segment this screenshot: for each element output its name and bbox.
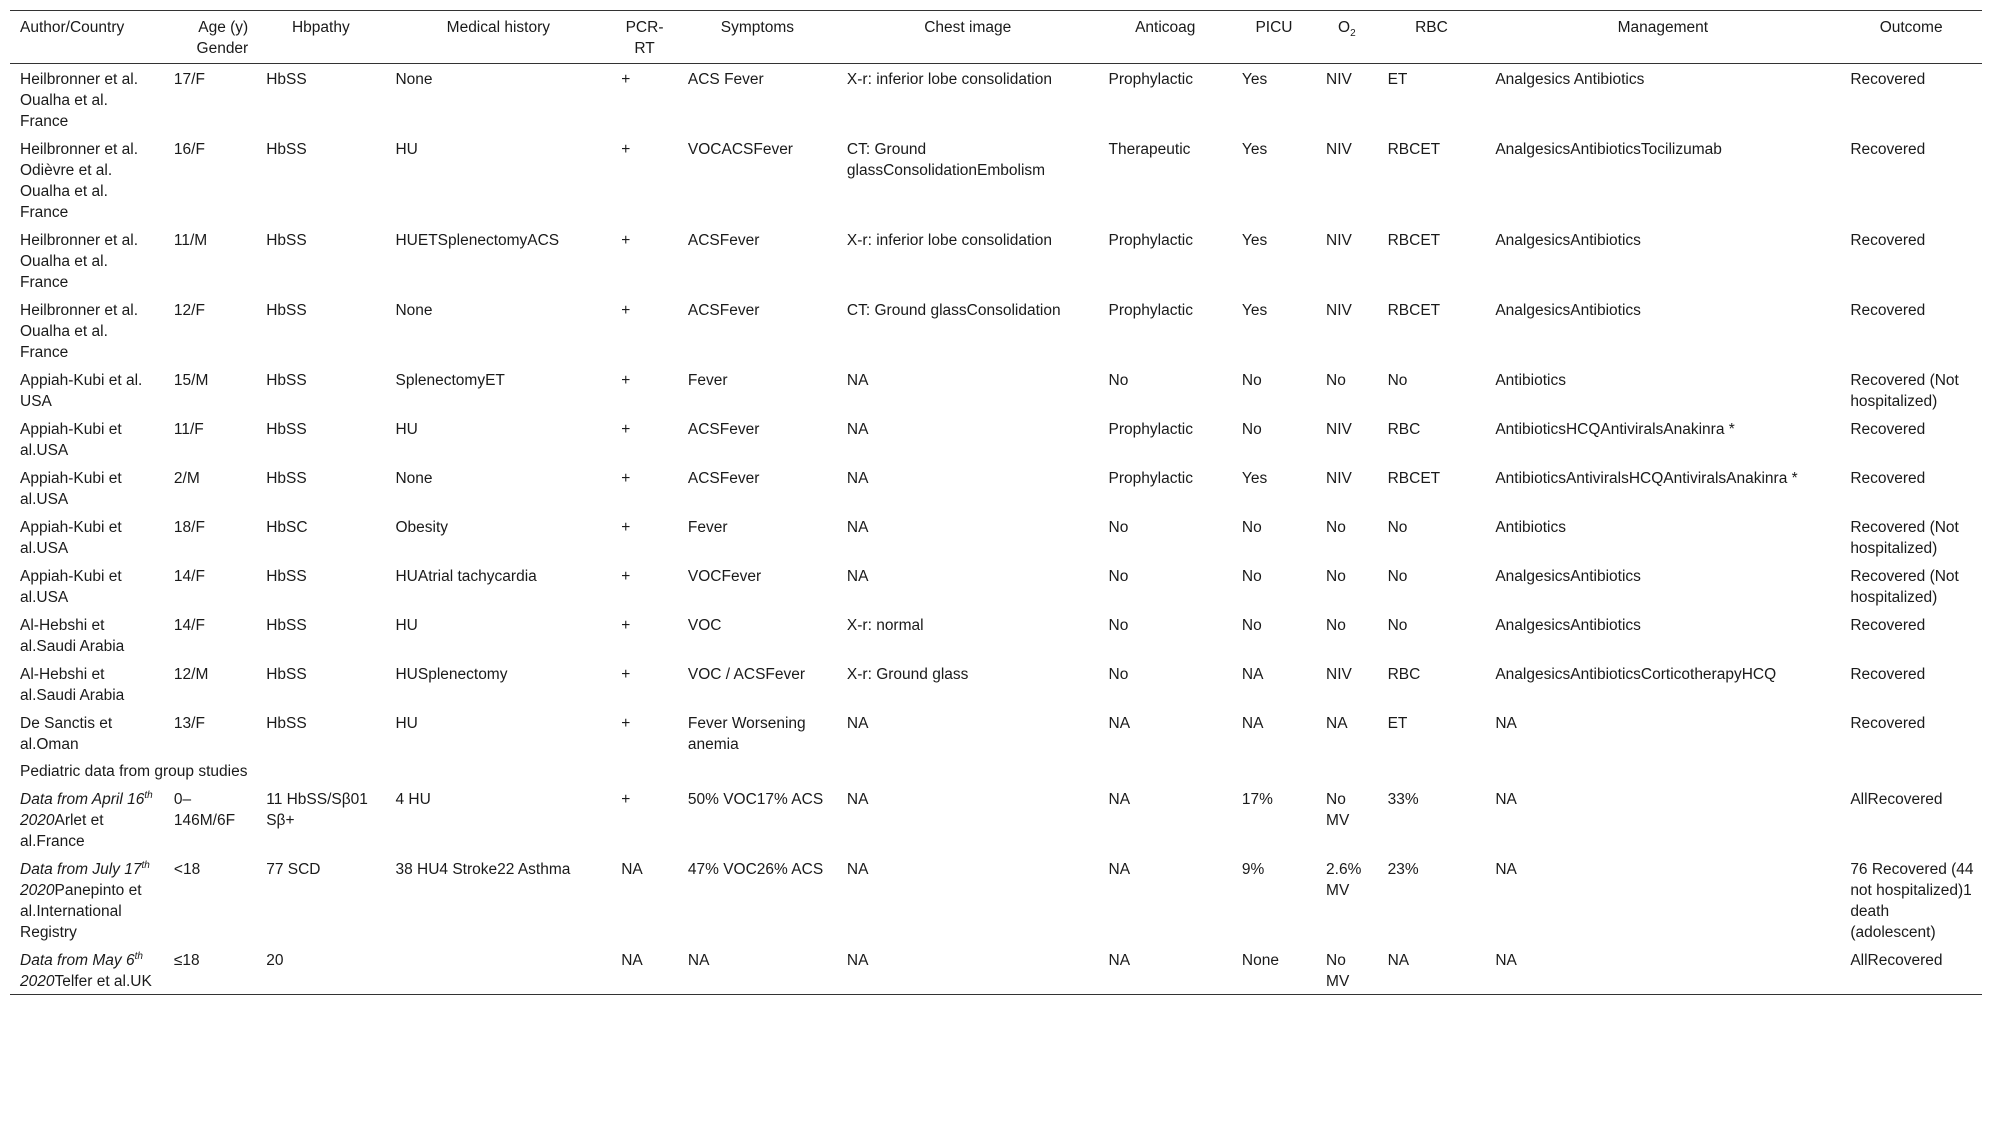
cell-picu: Yes [1241,71,1268,88]
cell-pcr: NA [621,861,643,878]
cell-management: NA [1485,945,1840,995]
cell-anticoag: Therapeutic [1108,141,1191,158]
cell-hbpathy: HbSC [266,519,308,536]
table-row [10,64,1982,135]
cell-hbpathy: 20 [256,945,385,995]
cell-symptoms: NA [678,945,837,995]
cell-picu: Yes [1241,232,1268,249]
cell-pcr: + [621,715,631,732]
cell-outcome: Recovered [1850,666,1926,683]
cell-symptoms: 50% VOC17% ACS [687,791,824,808]
cell-management: NA [1495,715,1517,732]
col-anticoag-header: Anticoag [1099,11,1232,64]
date-suffix: th [134,950,143,962]
cell-o2: No MV [1316,945,1378,995]
cell-symptoms: ACSFever [687,232,760,249]
cell-outcome: Recovered [1850,71,1926,88]
cell-outcome: Recovered [1850,715,1926,732]
cell-management: Analgesics Antibiotics [1495,71,1645,88]
col-picu-header: PICU [1232,11,1316,64]
cell-symptoms: VOC [687,617,722,634]
cell-management: AnalgesicsAntibiotics [1495,232,1641,249]
col-management-header: Management [1485,11,1840,64]
cell-chest: NA [846,715,869,732]
cell-rbc: RBCET [1387,470,1441,487]
date-text: Data from April 16 [20,791,145,808]
cell-hbpathy: HbSS [266,372,307,389]
date-year: 2020 [20,812,55,829]
cell-age: 11/M [173,232,208,249]
table-row [10,463,1982,512]
cell-pcr: + [621,232,631,249]
cell-symptoms: ACSFever [687,470,760,487]
col-chest-header: Chest image [837,11,1099,64]
cell-anticoag: NA [1108,791,1131,808]
cell-author: Heilbronner et al. Oualha et al. France [20,71,139,130]
cell-outcome: Recovered [1850,232,1926,249]
cell-chest: NA [837,945,1099,995]
cell-hbpathy: HbSS [266,421,307,438]
cell-chest: NA [846,372,869,389]
cell-pcr: + [621,71,631,88]
cell-anticoag: NA [1099,945,1232,995]
cell-history: HUSplenectomy [395,666,508,683]
cell-anticoag: No [1108,568,1129,585]
cell-age: <18 [173,861,201,878]
table-row [10,512,1982,561]
cell-o2: NIV [1326,421,1352,438]
cell-picu: NA [1241,715,1264,732]
cell-symptoms: 47% VOC26% ACS [687,861,824,878]
cell-age: 16/F [173,141,205,158]
cell-author: Heilbronner et al. Oualha et al. France [20,232,139,291]
date-text: Data from July 17 [20,861,142,878]
cell-age: 14/F [173,568,205,585]
cell-chest: NA [846,791,869,808]
cell-anticoag: Prophylactic [1108,421,1193,438]
cell-author: De Sanctis et al.Oman [20,715,113,753]
cell-outcome: AllRecovered [1850,791,1943,808]
cell-pcr: + [621,519,631,536]
cell-history: None [395,470,433,487]
col-hbpathy-header: Hbpathy [256,11,385,64]
author-text: Telfer et al.UK [54,973,152,990]
cell-anticoag: Prophylactic [1108,302,1193,319]
cell-hbpathy: HbSS [266,617,307,634]
cell-history: HU [395,715,418,732]
cell-rbc: 23% [1387,861,1419,878]
cell-management: AntibioticsAntiviralsHCQAntiviralsAnakinra * [1495,470,1798,487]
cell-history: HU [395,141,418,158]
cell-symptoms: ACSFever [687,421,760,438]
cell-o2: NIV [1326,141,1352,158]
cell-picu: 9% [1241,861,1265,878]
cell-picu: No [1241,421,1262,438]
cell-pcr: + [621,568,631,585]
cell-symptoms: Fever [687,372,728,389]
col-rbc-header: RBC [1378,11,1486,64]
cell-outcome: Recovered [1850,421,1926,438]
cell-o2: No [1326,372,1346,389]
cell-outcome: Recovered (Not hospitalized) [1850,519,1959,557]
author-text: Arlet et al.France [20,812,104,850]
cell-chest: X-r: inferior lobe consolidation [846,71,1052,88]
cell-chest: NA [846,568,869,585]
date-year: 2020 [20,973,55,990]
cell-anticoag: No [1108,617,1129,634]
cell-age: 14/F [173,617,205,634]
cell-picu: 17% [1241,791,1273,808]
cell-rbc: RBC [1387,421,1421,438]
cell-picu: Yes [1241,141,1268,158]
date-suffix: th [141,859,150,871]
cell-outcome: Recovered [1850,141,1926,158]
col-pcr-header: PCR-RT [611,11,678,64]
cell-age: 17/F [173,71,205,88]
cell-hbpathy: 11 HbSS/Sβ01 Sβ+ [266,791,368,829]
pediatric-covid-scd-table [10,10,1982,995]
cell-age: 12/F [173,302,205,319]
cell-outcome: Recovered [1850,302,1926,319]
cell-author: Heilbronner et al. Oualha et al. France [20,302,139,361]
cell-age: 15/M [173,372,209,389]
cell-o2: No [1326,617,1346,634]
cell-o2: NIV [1326,71,1352,88]
cell-pcr: NA [611,945,678,995]
cell-age: 13/F [173,715,205,732]
cell-rbc: RBC [1387,666,1421,683]
col-author-header: Author/Country [10,11,164,64]
cell-age: 12/M [173,666,209,683]
cell-symptoms: VOCFever [687,568,762,585]
cell-chest: CT: Ground glassConsolidation [846,302,1061,319]
cell-pcr: + [621,141,631,158]
table-row [10,708,1982,757]
cell-rbc: 33% [1387,791,1419,808]
cell-author: Appiah-Kubi et al.USA [20,568,122,606]
cell-rbc: RBCET [1387,302,1441,319]
cell-anticoag: No [1108,666,1129,683]
cell-history: SplenectomyET [395,372,505,389]
cell-o2: NIV [1326,232,1352,249]
cell-management: AnalgesicsAntibiotics [1495,568,1641,585]
table-row [10,561,1982,610]
cell-author: Appiah-Kubi et al.USA [20,470,122,508]
cell-history [385,945,611,995]
cell-chest: NA [846,421,869,438]
cell-age: 2/M [173,470,200,487]
col-outcome-header: Outcome [1840,11,1982,64]
cell-management: Antibiotics [1495,372,1566,389]
cell-pcr: + [621,470,631,487]
cell-hbpathy: HbSS [266,232,307,249]
cell-chest: NA [846,470,869,487]
cell-rbc: No [1387,372,1408,389]
cell-author [10,784,164,854]
cell-hbpathy: HbSS [266,302,307,319]
cell-o2: No MV [1326,791,1350,829]
cell-outcome: Recovered [1850,470,1926,487]
cell-anticoag: No [1108,372,1129,389]
cell-picu: None [1232,945,1316,995]
cell-management: AntibioticsHCQAntiviralsAnakinra * [1495,421,1735,438]
cell-history: HUETSplenectomyACS [395,232,560,249]
cell-hbpathy: HbSS [266,470,307,487]
cell-o2: 2.6% MV [1326,861,1362,899]
cell-age: ≤18 [164,945,256,995]
cell-o2: NA [1326,715,1348,732]
cell-history: HUAtrial tachycardia [395,568,537,585]
o2-label: O [1338,19,1351,36]
group-row [10,784,1982,854]
cell-pcr: + [621,421,631,438]
cell-rbc: RBCET [1387,141,1441,158]
col-history-header: Medical history [385,11,611,64]
o2-subscript: 2 [1350,28,1356,40]
cell-symptoms: VOC / ACSFever [687,666,806,683]
cell-anticoag: NA [1108,861,1131,878]
cell-history: HU [395,617,418,634]
col-age-header: Age (y) Gender [164,11,256,64]
cell-picu: Yes [1241,470,1268,487]
table-row [10,610,1982,659]
cell-age: 0–146M/6F [173,791,236,829]
cell-management: NA [1495,791,1517,808]
cell-author: Appiah-Kubi et al.USA [20,519,122,557]
group-row [10,854,1982,945]
cell-picu: No [1241,519,1262,536]
cell-o2: No [1326,568,1346,585]
table-container [10,10,1982,995]
cell-outcome: 76 Recovered (44 not hospitalized)1 death (adolescent) [1850,861,1974,941]
cell-author [10,945,164,995]
cell-history: None [395,71,433,88]
cell-rbc: ET [1387,715,1408,732]
cell-rbc: ET [1387,71,1408,88]
cell-hbpathy: HbSS [266,71,307,88]
table-row [10,295,1982,365]
table-row [10,659,1982,708]
cell-symptoms: VOCACSFever [687,141,793,158]
table-body [10,64,1982,995]
cell-management: NA [1495,861,1517,878]
cell-picu: No [1241,372,1262,389]
date-text: Data from May 6 [20,952,135,969]
cell-o2: NIV [1326,302,1352,319]
cell-chest: X-r: Ground glass [846,666,969,683]
cell-hbpathy: HbSS [266,715,307,732]
cell-age: 18/F [173,519,205,536]
cell-outcome: Recovered (Not hospitalized) [1850,568,1959,606]
cell-symptoms: Fever Worsening anemia [687,715,806,753]
cell-chest: CT: Ground glassConsolidationEmbolism [846,141,1046,179]
cell-symptoms: Fever [687,519,728,536]
cell-hbpathy: HbSS [266,568,307,585]
table-row [10,414,1982,463]
cell-author: Al-Hebshi et al.Saudi Arabia [20,617,125,655]
cell-chest: X-r: normal [846,617,924,634]
cell-symptoms: ACSFever [687,302,760,319]
cell-anticoag: Prophylactic [1108,71,1193,88]
cell-rbc: No [1387,519,1408,536]
cell-symptoms: ACS Fever [687,71,764,88]
cell-rbc: RBCET [1387,232,1441,249]
group-row [10,945,1982,995]
table-row [10,365,1982,414]
cell-management: AnalgesicsAntibioticsTocilizumab [1495,141,1722,158]
group-label-row [10,757,1982,784]
cell-history: 38 HU4 Stroke22 Asthma [395,861,571,878]
cell-anticoag: Prophylactic [1108,470,1193,487]
author-text: Panepinto et al.International Registry [20,882,142,941]
cell-pcr: + [621,617,631,634]
cell-hbpathy: HbSS [266,666,307,683]
cell-pcr: + [621,791,631,808]
cell-history: 4 HU [395,791,431,808]
cell-anticoag: No [1108,519,1129,536]
cell-rbc: No [1387,617,1408,634]
cell-anticoag: Prophylactic [1108,232,1193,249]
cell-history: None [395,302,433,319]
header-row [10,11,1982,64]
cell-history: HU [395,421,418,438]
cell-picu: Yes [1241,302,1268,319]
col-o2-header [1316,11,1378,64]
cell-management: AnalgesicsAntibiotics [1495,302,1641,319]
cell-chest: NA [846,861,869,878]
cell-history: Obesity [395,519,449,536]
cell-management: Antibiotics [1495,519,1566,536]
cell-age: 11/F [173,421,204,438]
cell-author [10,854,164,945]
date-year: 2020 [20,882,55,899]
cell-outcome: AllRecovered [1840,945,1982,995]
cell-chest: NA [846,519,869,536]
cell-rbc: NA [1378,945,1486,995]
cell-author: Al-Hebshi et al.Saudi Arabia [20,666,125,704]
cell-pcr: + [621,372,631,389]
cell-hbpathy: 77 SCD [266,861,321,878]
cell-picu: NA [1241,666,1264,683]
cell-pcr: + [621,302,631,319]
cell-picu: No [1241,617,1262,634]
cell-o2: NIV [1326,666,1352,683]
cell-management: AnalgesicsAntibioticsCorticotherapyHCQ [1495,666,1777,683]
cell-anticoag: NA [1108,715,1131,732]
col-symptoms-header: Symptoms [678,11,837,64]
cell-o2: No [1326,519,1346,536]
cell-outcome: Recovered (Not hospitalized) [1850,372,1959,410]
date-suffix: th [144,789,153,801]
cell-management: AnalgesicsAntibiotics [1495,617,1641,634]
table-row [10,225,1982,295]
cell-chest: X-r: inferior lobe consolidation [846,232,1052,249]
cell-picu: No [1241,568,1262,585]
cell-outcome: Recovered [1850,617,1926,634]
table-row [10,134,1982,225]
cell-pcr: + [621,666,631,683]
cell-rbc: No [1387,568,1408,585]
cell-author: Heilbronner et al. Odièvre et al. Oualha et al. France [20,141,139,221]
cell-hbpathy: HbSS [266,141,307,158]
cell-author: Appiah-Kubi et al. USA [20,372,143,410]
group-section-label: Pediatric data from group studies [20,763,248,780]
cell-o2: NIV [1326,470,1352,487]
cell-author: Appiah-Kubi et al.USA [20,421,122,459]
